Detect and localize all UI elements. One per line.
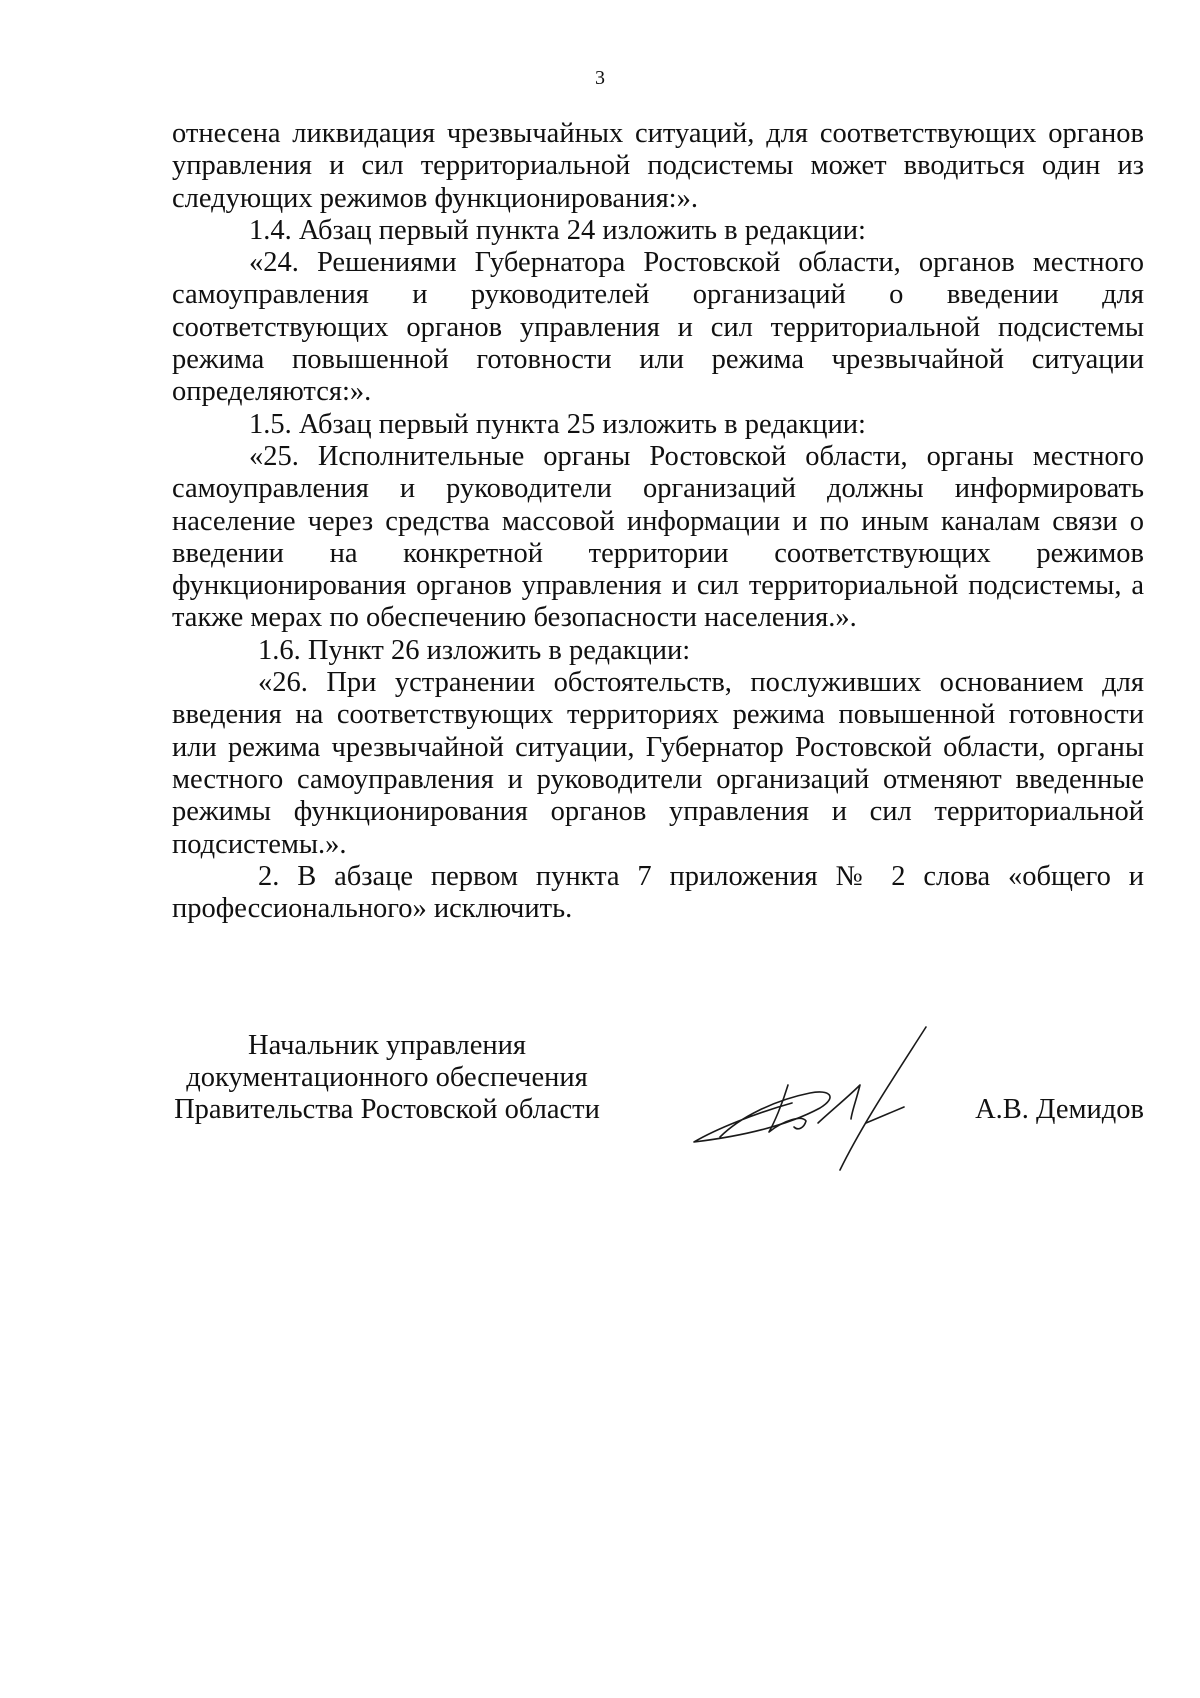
paragraph-item-1-5: 1.5. Абзац первый пункта 25 изложить в редакции: [249,408,866,440]
signatory-name: А.В. Демидов [975,1094,1144,1125]
paragraph-item-2: 2. В абзаце первом пункта 7 приложения № 2 слова «общего и профессионального» исключить. [172,860,1144,925]
signatory-title-line: Начальник управления [248,1030,526,1061]
document-body [172,118,1144,925]
handwritten-signature-icon [680,1005,950,1175]
paragraph-continuation: отнесена ликвидация чрезвычайных ситуаций, для соответствующих органов управления и сил территориальной подсистемы может вводиться один из следующих режимов функционирования:». [172,118,1144,214]
paragraph-item-1-6: 1.6. Пункт 26 изложить в редакции: [258,634,691,666]
paragraph-clause-24: «24. Решениями Губернатора Ростовской области, органов местного самоуправления и руководителей организаций о введении для соответствующих органов управления и сил территориальной подсистемы режима повышенной готовности или режима чрезвычайной ситуации определяются:». [172,247,1144,408]
page-number: 3 [595,67,605,89]
paragraph-item-1-4: 1.4. Абзац первый пункта 24 изложить в редакции: [249,214,866,246]
signature-block [172,1030,1144,1170]
paragraph-clause-25: «25. Исполнительные органы Ростовской области, органы местного самоуправления и руководители организаций должны информировать население через средства массовой информации и по иным каналам связи о введении на конкретной территории соответствующих режимов функционирования органов управления и сил территориальной подсистемы, а также мерах по обеспечению безопасности населения.». [172,440,1144,634]
paragraph-clause-26: «26. При устранении обстоятельств, послуживших основанием для введения на соответствующих территориях режима повышенной готовности или режима чрезвычайной ситуации, Губернатор Ростовской области, органы местного самоуправления и руководители организаций отменяют введенные режимы функционирования органов управления и сил территориальной подсистемы.». [172,667,1144,860]
signatory-title-line: Правительства Ростовской области [174,1094,600,1125]
signatory-title-line: документационного обеспечения [186,1062,588,1093]
signatory-title [172,1030,602,1126]
